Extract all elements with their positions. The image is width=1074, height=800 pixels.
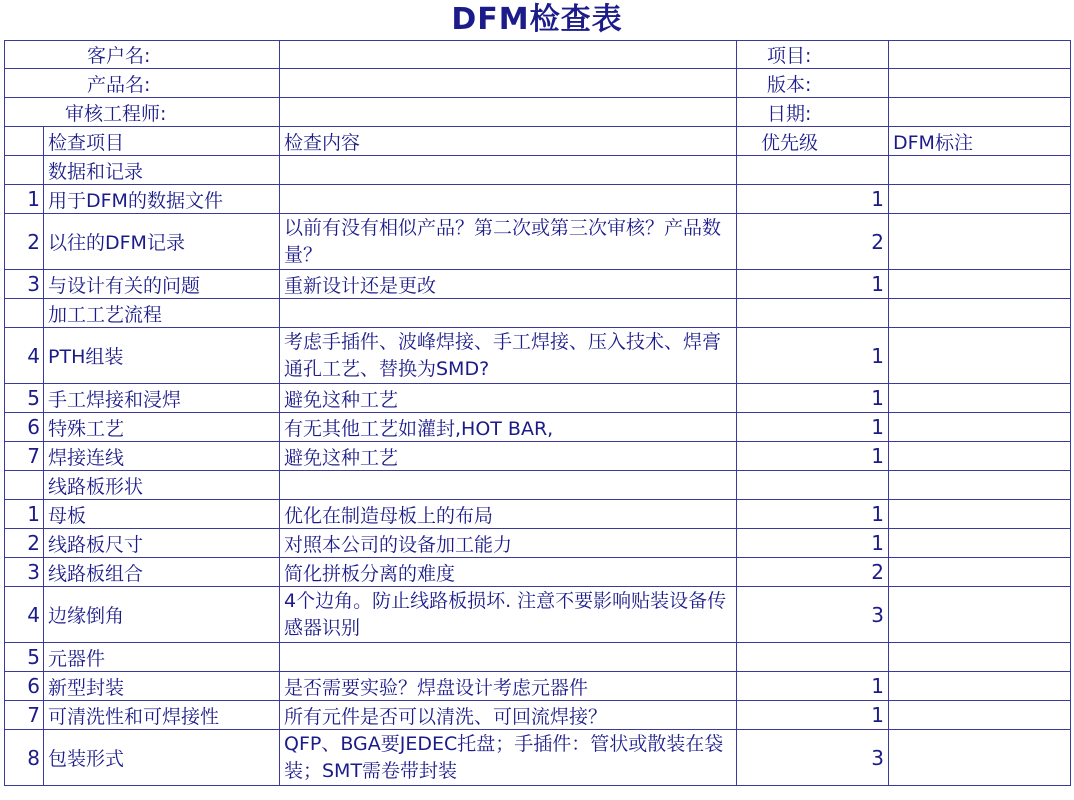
reviewer-value[interactable]	[280, 98, 737, 127]
section-row	[5, 471, 1071, 500]
dfm-note-cell[interactable]	[889, 328, 1071, 384]
customer-label: 客户名:	[5, 41, 280, 69]
project-value[interactable]	[889, 41, 1071, 69]
row-number: 7	[5, 701, 44, 730]
row-number: 6	[5, 413, 44, 442]
version-value[interactable]	[889, 69, 1071, 98]
check-content: 4个边角。防止线路板损坏. 注意不要影响贴装设备传感器识别	[280, 587, 737, 643]
check-content: 考虑手插件、波峰焊接、手工焊接、压入技术、焊膏通孔工艺、替换为SMD?	[280, 328, 737, 384]
section-title: 加工工艺流程	[44, 299, 280, 328]
check-item: 线路板尺寸	[44, 529, 280, 558]
dfm-note-cell[interactable]	[889, 558, 1071, 587]
row-number: 4	[5, 587, 44, 643]
date-value[interactable]	[889, 98, 1071, 127]
priority-value	[737, 156, 889, 185]
priority-value: 1	[737, 701, 889, 730]
row-number: 8	[5, 730, 44, 786]
dfm-note-cell[interactable]	[889, 270, 1071, 299]
priority-value	[737, 299, 889, 328]
priority-value: 1	[737, 500, 889, 529]
row-number	[5, 471, 44, 500]
row-number	[5, 299, 44, 328]
header-note: DFM标注	[889, 127, 1071, 156]
dfm-note-cell[interactable]	[889, 442, 1071, 471]
priority-value	[737, 471, 889, 500]
meta-row-product	[5, 69, 1071, 98]
check-content	[280, 299, 737, 328]
check-item: 以往的DFM记录	[44, 214, 280, 270]
row-number: 2	[5, 214, 44, 270]
priority-value: 2	[737, 214, 889, 270]
row-number: 3	[5, 270, 44, 299]
check-content: 避免这种工艺	[280, 442, 737, 471]
check-content	[280, 156, 737, 185]
check-content: 简化拼板分离的难度	[280, 558, 737, 587]
check-content: 所有元件是否可以清洗、可回流焊接？	[280, 701, 737, 730]
meta-row-reviewer	[5, 98, 1071, 127]
product-value[interactable]	[280, 69, 737, 98]
table-row	[5, 413, 1071, 442]
dfm-note-cell[interactable]	[889, 185, 1071, 214]
check-item: 焊接连线	[44, 442, 280, 471]
check-content: 对照本公司的设备加工能力	[280, 529, 737, 558]
header-content: 检查内容	[280, 127, 737, 156]
sheet-title: DFM检查表	[451, 2, 623, 37]
priority-value: 2	[737, 558, 889, 587]
version-label: 版本:	[737, 69, 889, 98]
table-row	[5, 558, 1071, 587]
priority-value: 1	[737, 185, 889, 214]
section-title: 线路板形状	[44, 471, 280, 500]
dfm-note-cell[interactable]	[889, 500, 1071, 529]
priority-value: 1	[737, 384, 889, 413]
dfm-note-cell[interactable]	[889, 529, 1071, 558]
check-item: 线路板组合	[44, 558, 280, 587]
check-item: 手工焊接和浸焊	[44, 384, 280, 413]
check-content	[280, 643, 737, 672]
product-label: 产品名:	[5, 69, 280, 98]
reviewer-label: 审核工程师:	[5, 98, 280, 127]
priority-value: 1	[737, 328, 889, 384]
check-item: 用于DFM的数据文件	[44, 185, 280, 214]
check-content: 优化在制造母板上的布局	[280, 500, 737, 529]
check-content: QFP、BGA要JEDEC托盘；手插件：管状或散装在袋装；SMT需卷带封装	[280, 730, 737, 786]
row-number: 2	[5, 529, 44, 558]
row-number: 5	[5, 384, 44, 413]
date-label: 日期:	[737, 98, 889, 127]
dfm-note-cell[interactable]	[889, 471, 1071, 500]
column-header-row	[5, 127, 1071, 156]
table-row	[5, 270, 1071, 299]
priority-value: 1	[737, 442, 889, 471]
row-number: 3	[5, 558, 44, 587]
dfm-note-cell[interactable]	[889, 413, 1071, 442]
customer-value[interactable]	[280, 41, 737, 69]
check-item: PTH组装	[44, 328, 280, 384]
dfm-checklist-table	[4, 40, 1071, 786]
section-title: 数据和记录	[44, 156, 280, 185]
table-row	[5, 500, 1071, 529]
check-content: 有无其他工艺如灌封,HOT BAR,	[280, 413, 737, 442]
dfm-note-cell[interactable]	[889, 730, 1071, 786]
dfm-note-cell[interactable]	[889, 299, 1071, 328]
table-row	[5, 214, 1071, 270]
check-item: 元器件	[44, 643, 280, 672]
table-row	[5, 384, 1071, 413]
header-priority: 优先级	[737, 127, 889, 156]
row-number: 1	[5, 500, 44, 529]
table-row	[5, 185, 1071, 214]
dfm-note-cell[interactable]	[889, 384, 1071, 413]
table-row	[5, 529, 1071, 558]
priority-value: 3	[737, 587, 889, 643]
project-label: 项目:	[737, 41, 889, 69]
dfm-note-cell[interactable]	[889, 214, 1071, 270]
check-item: 包装形式	[44, 730, 280, 786]
check-content: 避免这种工艺	[280, 384, 737, 413]
check-item: 母板	[44, 500, 280, 529]
check-item: 新型封装	[44, 672, 280, 701]
check-item: 可清洗性和可焊接性	[44, 701, 280, 730]
dfm-note-cell[interactable]	[889, 587, 1071, 643]
table-row	[5, 442, 1071, 471]
table-row	[5, 672, 1071, 701]
priority-value: 1	[737, 672, 889, 701]
check-content: 重新设计还是更改	[280, 270, 737, 299]
row-number: 6	[5, 672, 44, 701]
check-content	[280, 471, 737, 500]
check-content	[280, 185, 737, 214]
table-row	[5, 328, 1071, 384]
dfm-note-cell[interactable]	[889, 156, 1071, 185]
check-item: 边缘倒角	[44, 587, 280, 643]
dfm-note-cell[interactable]	[889, 701, 1071, 730]
header-item: 检查项目	[44, 127, 280, 156]
table-row	[5, 701, 1071, 730]
priority-value: 3	[737, 730, 889, 786]
check-content: 以前有没有相似产品？第二次或第三次审核？产品数量？	[280, 214, 737, 270]
table-row	[5, 643, 1071, 672]
table-row	[5, 587, 1071, 643]
section-row	[5, 299, 1071, 328]
row-number: 5	[5, 643, 44, 672]
priority-value: 1	[737, 529, 889, 558]
dfm-note-cell[interactable]	[889, 672, 1071, 701]
meta-row-customer	[5, 41, 1071, 69]
header-num	[5, 127, 44, 156]
table-row	[5, 730, 1071, 786]
dfm-note-cell[interactable]	[889, 643, 1071, 672]
check-item: 特殊工艺	[44, 413, 280, 442]
check-item: 与设计有关的问题	[44, 270, 280, 299]
section-row	[5, 156, 1071, 185]
check-content: 是否需要实验？焊盘设计考虑元器件	[280, 672, 737, 701]
row-number: 1	[5, 185, 44, 214]
priority-value: 1	[737, 270, 889, 299]
row-number: 4	[5, 328, 44, 384]
priority-value	[737, 643, 889, 672]
row-number	[5, 156, 44, 185]
priority-value: 1	[737, 413, 889, 442]
row-number: 7	[5, 442, 44, 471]
